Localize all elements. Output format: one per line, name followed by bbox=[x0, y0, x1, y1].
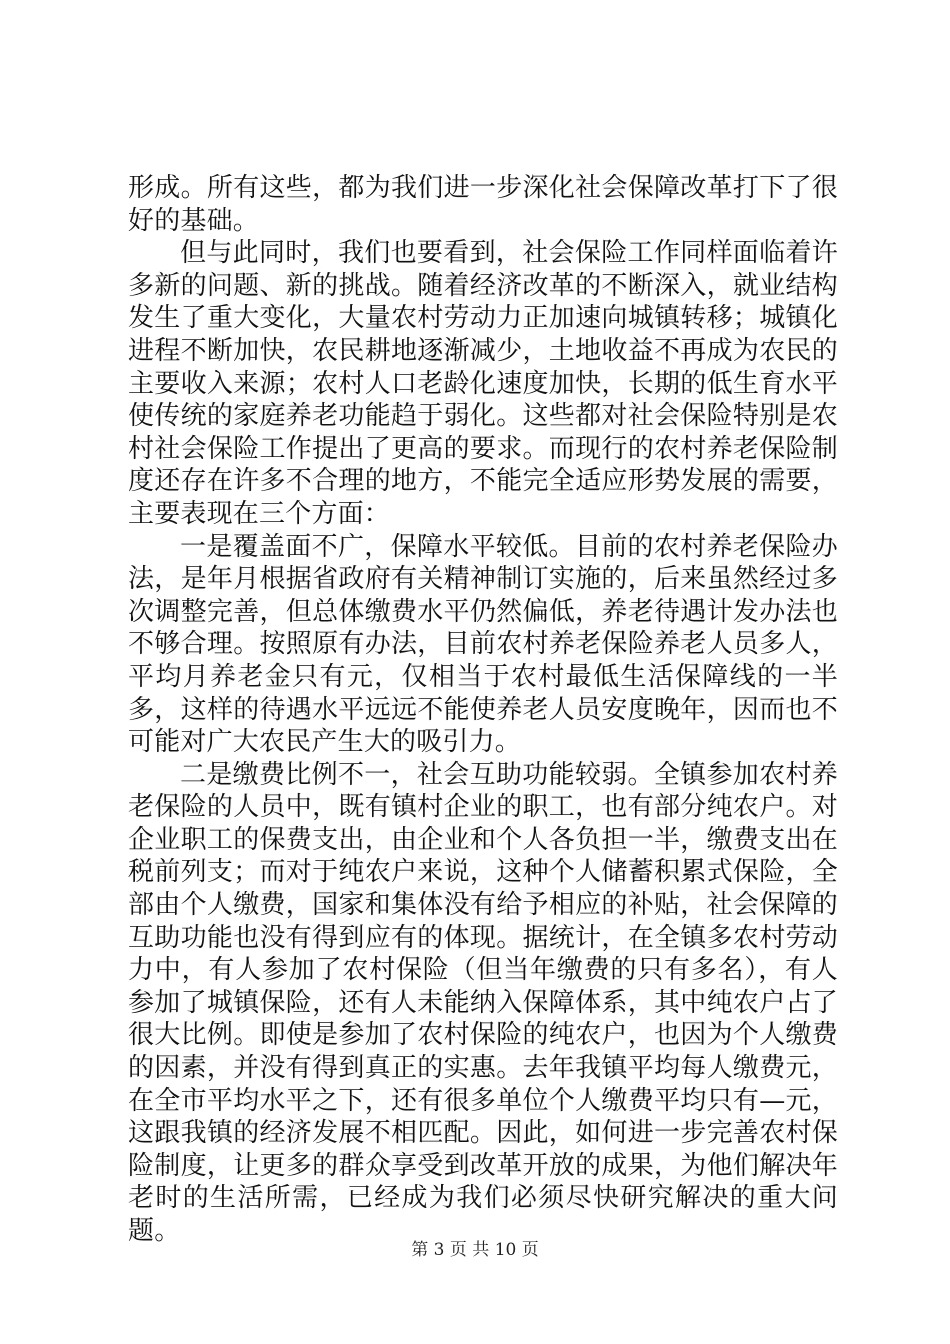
paragraph-point-one: 一是覆盖面不广，保障水平较低。目前的农村养老保险办法，是年月根据省政府有关精神制订实施的，后来虽然经过多次调整完善，但总体缴费水平仍然偏低，养老待遇计发办法也不够合理。按照原有办法，目前农村养老保险养老人员多人，平均月养老金只有元，仅相当于农村最低生活保障线的一半多，这样的待遇水平远远不能使养老人员安度晚年，因而也不可能对广大农民产生大的吸引力。 bbox=[128, 531, 838, 758]
paragraph-challenges: 但与此同时，我们也要看到，社会保险工作同样面临着许多新的问题、新的挑战。随着经济改革的不断深入，就业结构发生了重大变化，大量农村劳动力正加速向城镇转移；城镇化进程不断加快，农民耕地逐渐减少，土地收益不再成为农民的主要收入来源；农村人口老龄化速度加快，长期的低生育水平使传统的家庭养老功能趋于弱化。这些都对社会保险特别是农村社会保险工作提出了更高的要求。而现行的农村养老保险制度还存在许多不合理的地方，不能完全适应形势发展的需要，主要表现在三个方面： bbox=[128, 238, 838, 529]
page-footer: 第 3 页 共 10 页 bbox=[411, 1240, 539, 1260]
paragraph-continuation: 形成。所有这些，都为我们进一步深化社会保障改革打下了很好的基础。 bbox=[128, 173, 838, 236]
paragraph-point-two: 二是缴费比例不一，社会互助功能较弱。全镇参加农村养老保险的人员中，既有镇村企业的职工，也有部分纯农户。对企业职工的保费支出，由企业和个人各负担一半，缴费支出在税前列支；而对于纯农户来说，这种个人储蓄积累式保险，全部由个人缴费，国家和集体没有给予相应的补贴，社会保障的互助功能也没有得到应有的体现。据统计，在全镇多农村劳动力中，有人参加了农村保险（但当年缴费的只有多名），有人参加了城镇保险，还有人未能纳入保障体系，其中纯农户占了很大比例。即使是参加了农村保险的纯农户，也因为个人缴费的因素，并没有得到真正的实惠。去年我镇平均每人缴费元，在全市平均水平之下，还有很多单位个人缴费平均只有—元，这跟我镇的经济发展不相匹配。因此，如何进一步完善农村保险制度，让更多的群众享受到改革开放的成果，为他们解决年老时的生活所需，已经成为我们必须尽快研究解决的重大问题。 bbox=[128, 759, 838, 1246]
document-body bbox=[128, 172, 838, 1248]
